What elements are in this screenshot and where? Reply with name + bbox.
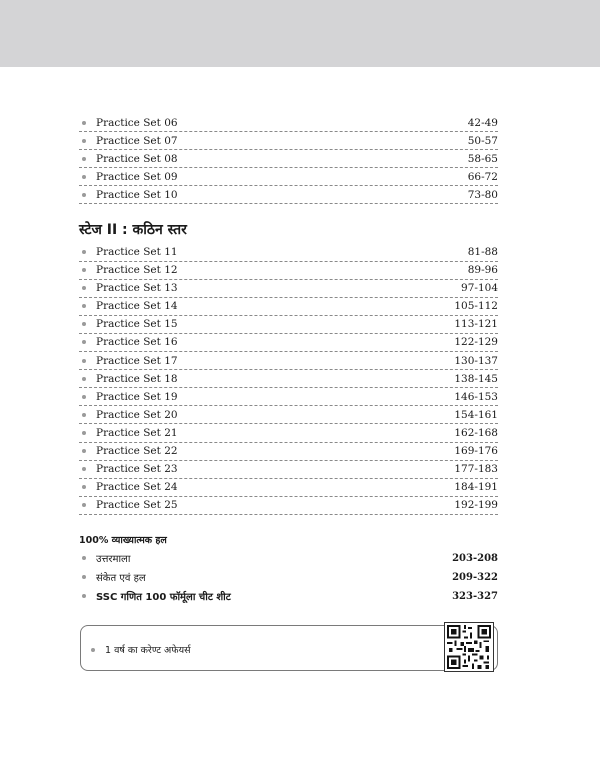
toc-row[interactable] bbox=[79, 150, 498, 168]
toc-row-left bbox=[79, 391, 178, 403]
toc-row-label: Practice Set 21 bbox=[96, 426, 178, 439]
toc-row-pages: 154-161 bbox=[454, 408, 498, 421]
bullet-icon bbox=[82, 304, 86, 308]
toc-row-pages: 146-153 bbox=[454, 390, 498, 403]
solutions-row-pages: 203-208 bbox=[452, 552, 498, 564]
toc-row-label: Practice Set 15 bbox=[96, 318, 178, 331]
toc-row-label: Practice Set 24 bbox=[96, 481, 178, 494]
toc-row-left bbox=[79, 373, 178, 385]
toc-row[interactable] bbox=[79, 443, 498, 461]
toc-row[interactable] bbox=[79, 316, 498, 334]
toc-row-pages: 50-57 bbox=[467, 134, 498, 147]
bullet-icon bbox=[82, 575, 86, 579]
toc-row-pages: 130-137 bbox=[454, 354, 498, 367]
toc-row[interactable] bbox=[79, 262, 498, 280]
toc-row-left bbox=[79, 499, 178, 511]
toc-row[interactable] bbox=[79, 243, 498, 261]
practice-sets-list-part1 bbox=[79, 114, 498, 204]
toc-row-pages: 97-104 bbox=[461, 282, 498, 295]
toc-row-left bbox=[79, 355, 178, 367]
toc-row-label: Practice Set 16 bbox=[96, 336, 178, 349]
bullet-icon bbox=[82, 395, 86, 399]
toc-row-pages: 113-121 bbox=[454, 318, 498, 331]
toc-row-label: Practice Set 12 bbox=[96, 264, 178, 277]
toc-row-left bbox=[79, 336, 178, 348]
bullet-icon bbox=[82, 157, 86, 161]
toc-row-label: Practice Set 09 bbox=[96, 170, 178, 183]
qr-code-icon[interactable] bbox=[444, 622, 494, 672]
bullet-icon bbox=[82, 322, 86, 326]
bullet-icon bbox=[82, 485, 86, 489]
toc-row-left bbox=[79, 318, 178, 330]
page-header-band bbox=[0, 0, 600, 67]
toc-row-left bbox=[79, 135, 178, 147]
bullet-icon bbox=[82, 431, 86, 435]
bullet-icon bbox=[82, 467, 86, 471]
bullet-icon bbox=[82, 359, 86, 363]
toc-row-pages: 66-72 bbox=[467, 170, 498, 183]
toc-row-pages: 184-191 bbox=[454, 481, 498, 494]
toc-row[interactable] bbox=[79, 280, 498, 298]
toc-row-pages: 73-80 bbox=[467, 188, 498, 201]
toc-row-left bbox=[79, 246, 178, 258]
bullet-icon bbox=[82, 413, 86, 417]
toc-row-label: Practice Set 07 bbox=[96, 134, 178, 147]
solutions-row-label: उत्तरमाला bbox=[96, 554, 131, 566]
toc-row-left bbox=[79, 153, 178, 165]
bullet-icon bbox=[82, 377, 86, 381]
toc-row-pages: 177-183 bbox=[454, 463, 498, 476]
toc-row-label: Practice Set 19 bbox=[96, 390, 178, 403]
toc-row-label: Practice Set 20 bbox=[96, 408, 178, 421]
bullet-icon bbox=[91, 648, 95, 652]
toc-row-left bbox=[79, 264, 178, 276]
toc-row-pages: 169-176 bbox=[454, 445, 498, 458]
toc-row-left bbox=[79, 409, 178, 421]
toc-row-pages: 89-96 bbox=[467, 264, 498, 277]
extra-item-label: 1 वर्ष का करेण्ट अफेयर्स bbox=[105, 645, 191, 656]
toc-row-label: Practice Set 13 bbox=[96, 282, 178, 295]
toc-row-pages: 58-65 bbox=[467, 152, 498, 165]
bullet-icon bbox=[82, 556, 86, 560]
solutions-row-left bbox=[79, 570, 146, 584]
practice-sets-list-stage2 bbox=[79, 243, 498, 514]
toc-row[interactable] bbox=[79, 461, 498, 479]
toc-row[interactable] bbox=[79, 388, 498, 406]
toc-row-label: Practice Set 14 bbox=[96, 300, 178, 313]
toc-row-label: Practice Set 06 bbox=[96, 116, 178, 129]
toc-row-left bbox=[79, 481, 178, 493]
toc-row[interactable] bbox=[79, 334, 498, 352]
solutions-row-pages: 323-327 bbox=[452, 590, 498, 602]
solutions-heading: 100% व्याख्यात्मक हल bbox=[79, 534, 167, 546]
bullet-icon bbox=[82, 193, 86, 197]
bullet-icon bbox=[82, 175, 86, 179]
solutions-row-label: संकेत एवं हल bbox=[96, 573, 146, 585]
toc-row[interactable] bbox=[79, 424, 498, 442]
toc-row-label: Practice Set 22 bbox=[96, 445, 178, 458]
bullet-icon bbox=[82, 594, 86, 598]
toc-row-label: Practice Set 17 bbox=[96, 354, 178, 367]
solutions-row[interactable] bbox=[79, 568, 498, 587]
toc-row-pages: 122-129 bbox=[454, 336, 498, 349]
toc-row-left bbox=[79, 427, 178, 439]
toc-row[interactable] bbox=[79, 132, 498, 150]
toc-row-left bbox=[79, 171, 178, 183]
toc-row[interactable] bbox=[79, 114, 498, 132]
extra-content-box bbox=[80, 625, 498, 671]
toc-row-label: Practice Set 25 bbox=[96, 499, 178, 512]
toc-row[interactable] bbox=[79, 370, 498, 388]
toc-row[interactable] bbox=[79, 186, 498, 204]
toc-row[interactable] bbox=[79, 406, 498, 424]
bullet-icon bbox=[82, 340, 86, 344]
toc-row-pages: 105-112 bbox=[454, 300, 498, 313]
toc-row-pages: 138-145 bbox=[454, 372, 498, 385]
toc-row[interactable] bbox=[79, 168, 498, 186]
toc-row-left bbox=[79, 117, 178, 129]
solutions-row-left bbox=[79, 551, 130, 565]
toc-row-pages: 42-49 bbox=[467, 116, 498, 129]
solutions-row[interactable] bbox=[79, 587, 498, 606]
toc-row-label: Practice Set 18 bbox=[96, 372, 178, 385]
toc-row-label: Practice Set 11 bbox=[96, 246, 178, 259]
extra-list-item[interactable] bbox=[88, 643, 191, 656]
toc-row[interactable] bbox=[79, 352, 498, 370]
toc-row-label: Practice Set 08 bbox=[96, 152, 178, 165]
toc-row-left bbox=[79, 445, 178, 457]
toc-row[interactable] bbox=[79, 479, 498, 497]
bullet-icon bbox=[82, 121, 86, 125]
toc-row-left bbox=[79, 189, 178, 201]
solutions-row-label: SSC गणित 100 फॉर्मूला चीट शीट bbox=[96, 592, 231, 604]
bullet-icon bbox=[82, 286, 86, 290]
toc-row-pages: 192-199 bbox=[454, 499, 498, 512]
bullet-icon bbox=[82, 139, 86, 143]
toc-row-pages: 81-88 bbox=[467, 246, 498, 259]
bullet-icon bbox=[82, 268, 86, 272]
toc-row-left bbox=[79, 282, 178, 294]
toc-row-pages: 162-168 bbox=[454, 426, 498, 439]
solutions-row-left bbox=[79, 589, 231, 603]
stage-2-heading: स्टेज II : कठिन स्तर bbox=[79, 222, 187, 239]
toc-row-label: Practice Set 10 bbox=[96, 188, 178, 201]
bullet-icon bbox=[82, 503, 86, 507]
toc-row-label: Practice Set 23 bbox=[96, 463, 178, 476]
toc-row-left bbox=[79, 300, 178, 312]
bullet-icon bbox=[82, 250, 86, 254]
toc-row[interactable] bbox=[79, 497, 498, 515]
table-of-contents bbox=[79, 114, 498, 606]
toc-row[interactable] bbox=[79, 298, 498, 316]
solutions-row[interactable] bbox=[79, 549, 498, 568]
solutions-list bbox=[79, 549, 498, 606]
bullet-icon bbox=[82, 449, 86, 453]
solutions-row-pages: 209-322 bbox=[452, 571, 498, 583]
toc-row-left bbox=[79, 463, 178, 475]
